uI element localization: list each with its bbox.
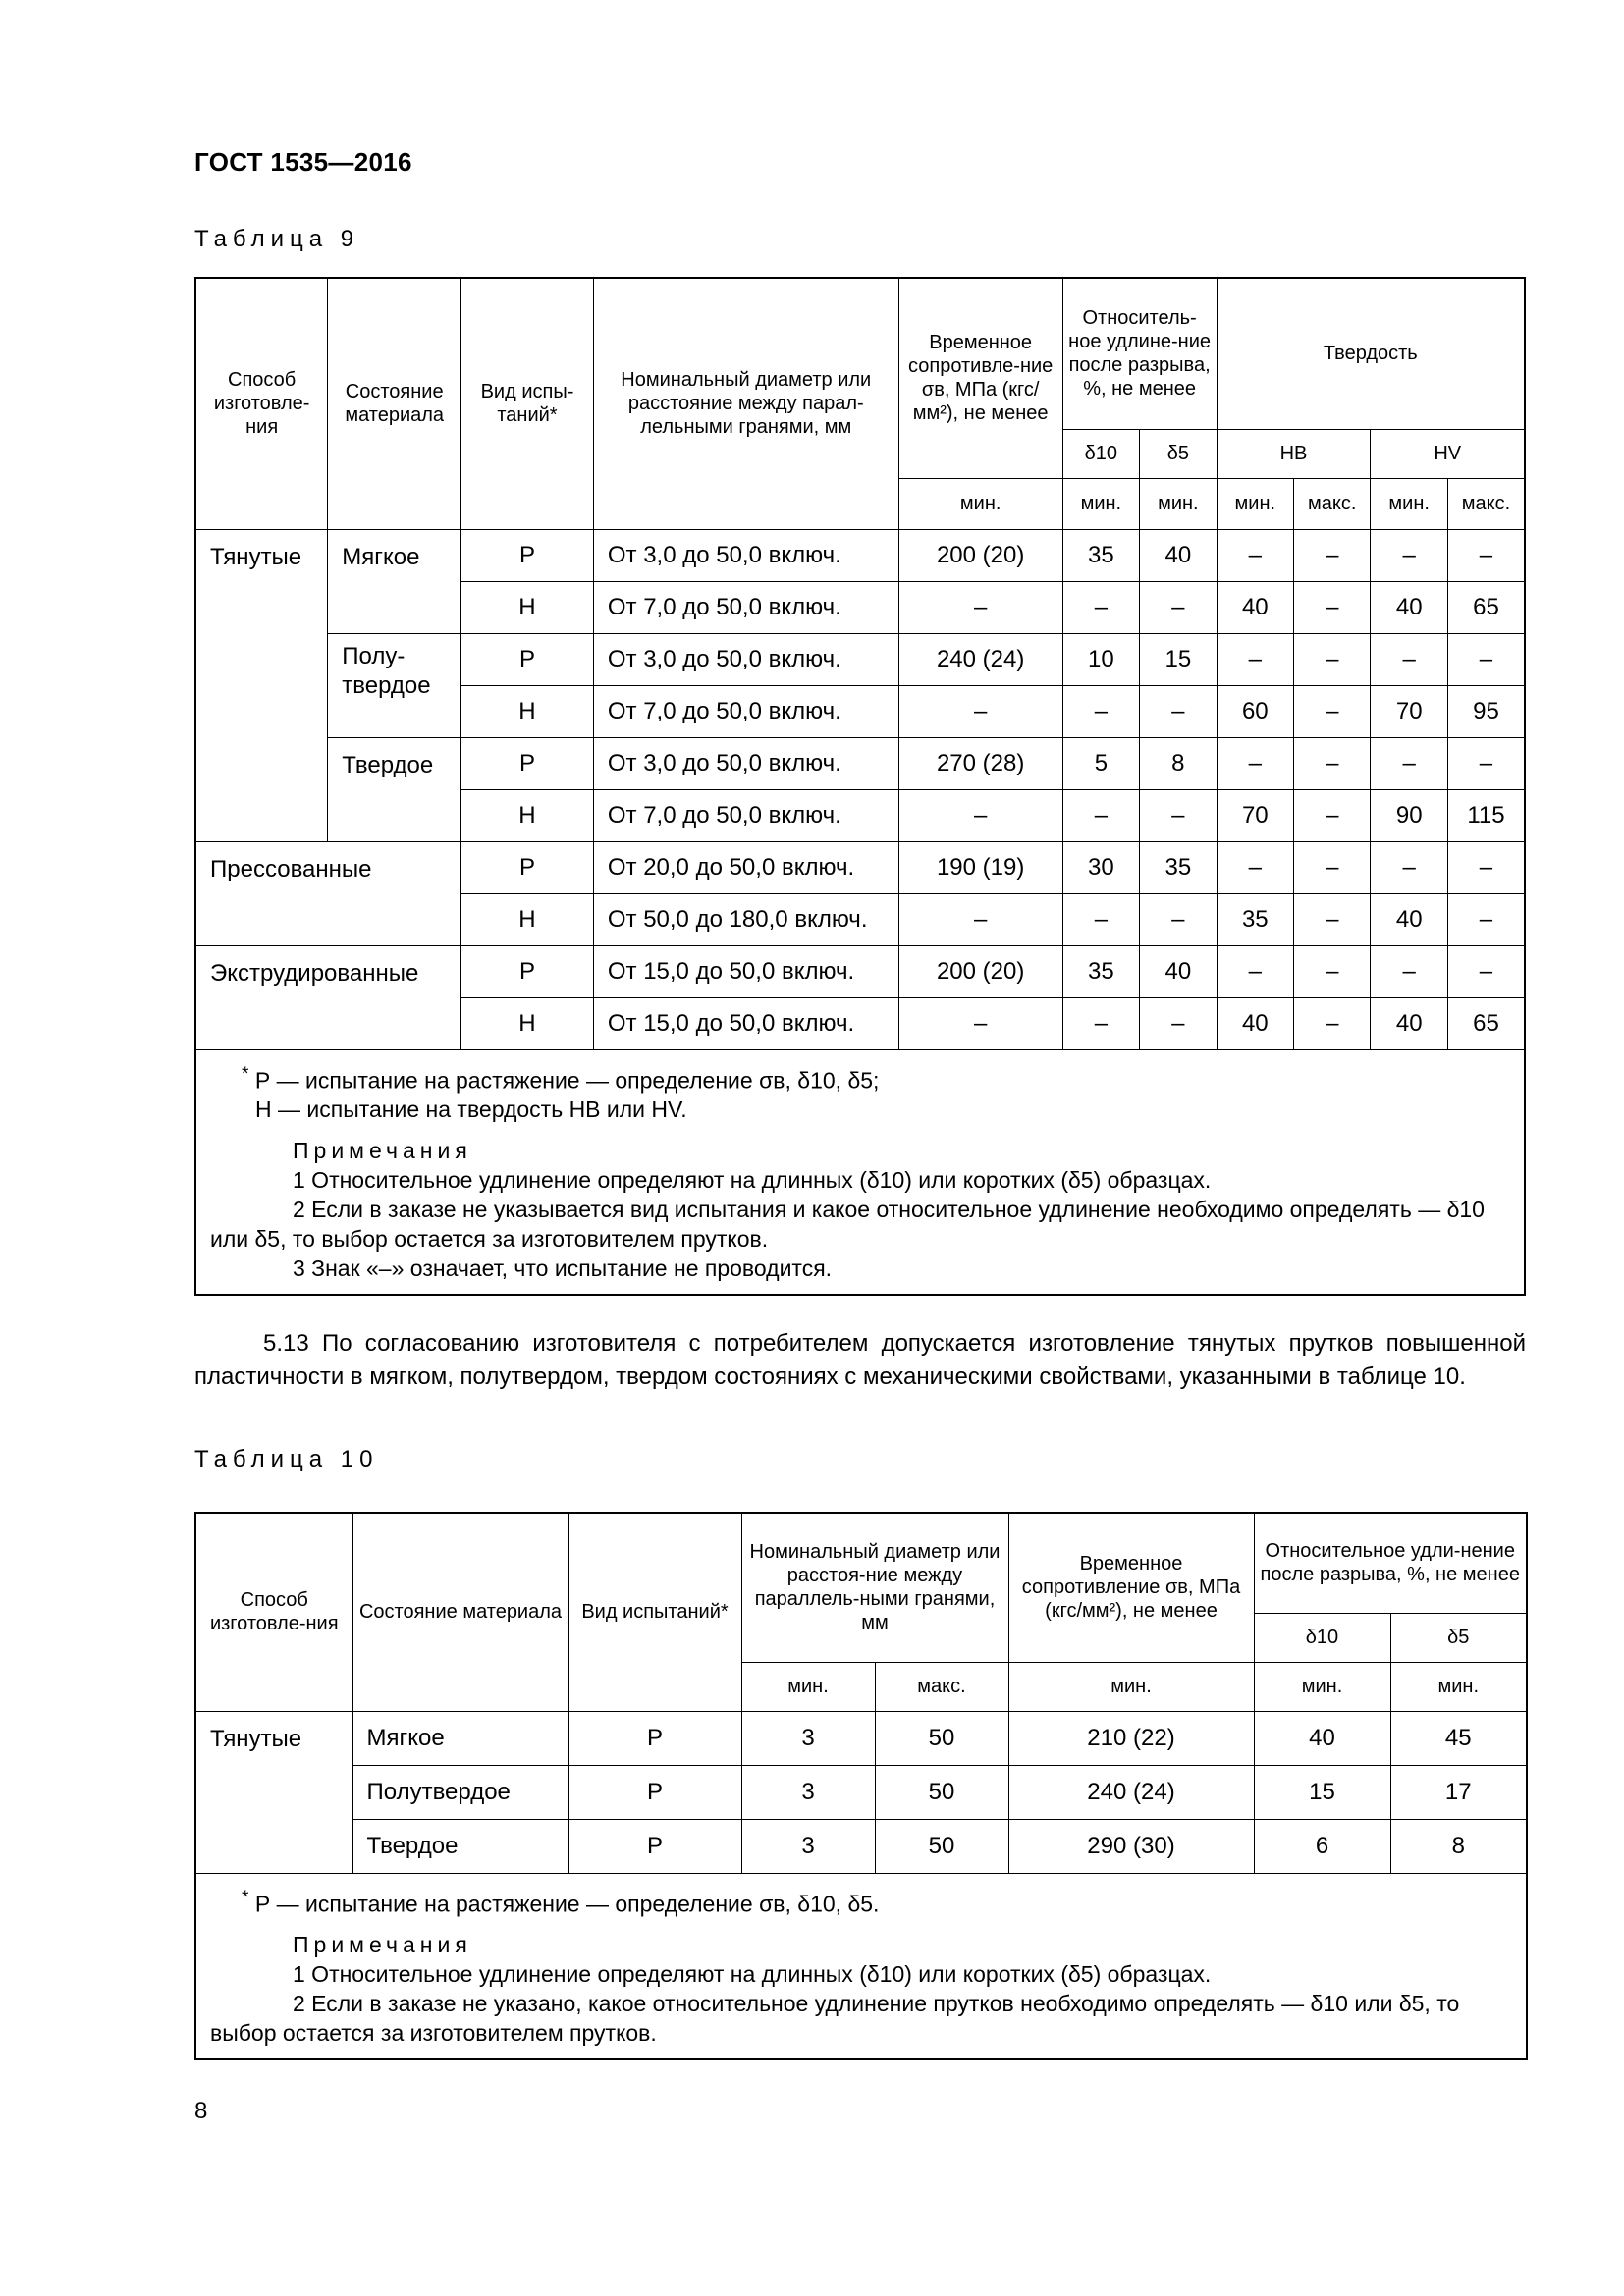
t9-cell: –: [1447, 841, 1525, 893]
t10-cell: Р: [568, 1819, 741, 1873]
t9-cell: –: [1371, 737, 1447, 789]
t10-row: [195, 1819, 1527, 1873]
t9-cell: От 15,0 до 50,0 включ.: [593, 945, 898, 997]
t9-cell: От 3,0 до 50,0 включ.: [593, 529, 898, 581]
t10-cell: 210 (22): [1008, 1711, 1254, 1765]
t9-cell: Н: [461, 789, 594, 841]
t10-cell: 50: [875, 1765, 1008, 1819]
t9-cell: Н: [461, 997, 594, 1049]
t10-head-state: Состояние материала: [352, 1513, 568, 1711]
t10-head-diameter: Номинальный диаметр или расстоя-ние между параллель-ными гранями, мм: [741, 1513, 1008, 1662]
t10-cell: Р: [568, 1711, 741, 1765]
t9-head-d10: δ10: [1062, 429, 1139, 478]
t9-state-half-hard: Полу-твердое: [328, 633, 461, 737]
t9-cell: –: [1140, 685, 1217, 737]
t9-cell: От 15,0 до 50,0 включ.: [593, 997, 898, 1049]
paragraph-5-13: [194, 1327, 1526, 1394]
t9-notes-title: Примечания: [293, 1138, 472, 1164]
t9-cell: 60: [1217, 685, 1293, 737]
table-9: [194, 277, 1526, 1296]
t9-method-drawn: Тянутые: [195, 529, 328, 841]
t10-cell: Мягкое: [352, 1711, 568, 1765]
t10-head-min: мин.: [1254, 1662, 1390, 1711]
t9-state-hard: Твердое: [328, 737, 461, 841]
t9-cell: Н: [461, 685, 594, 737]
t10-head-d10: δ10: [1254, 1613, 1390, 1662]
t9-cell: –: [898, 997, 1062, 1049]
t10-note-2: 2 Если в заказе не указано, какое относительное удлинение прутков необходимо определять — δ10 или δ5, то выбор остается за изготовителем прутков.: [210, 1991, 1460, 2047]
t9-cell: –: [898, 685, 1062, 737]
t9-head-method: Способ изготовле-ния: [195, 278, 328, 529]
t9-cell: Р: [461, 529, 594, 581]
t9-cell: 35: [1062, 529, 1139, 581]
t10-cell: 290 (30): [1008, 1819, 1254, 1873]
t10-head-max: макс.: [875, 1662, 1008, 1711]
t9-cell: 200 (20): [898, 529, 1062, 581]
t9-cell: От 7,0 до 50,0 включ.: [593, 685, 898, 737]
t9-cell: Н: [461, 581, 594, 633]
t9-cell: 65: [1447, 581, 1525, 633]
t9-head-max: макс.: [1294, 478, 1371, 529]
table-10-caption: Таблица 10: [194, 1446, 379, 1472]
t9-cell: –: [1294, 581, 1371, 633]
t9-head-hb: НВ: [1217, 429, 1371, 478]
t9-cell: –: [1140, 997, 1217, 1049]
t9-cell: –: [1294, 633, 1371, 685]
t9-cell: 95: [1447, 685, 1525, 737]
t9-head-d5: δ5: [1140, 429, 1217, 478]
t9-cell: От 7,0 до 50,0 включ.: [593, 789, 898, 841]
t9-head-min: мин.: [1140, 478, 1217, 529]
t9-head-state: Состояние материала: [328, 278, 461, 529]
t9-cell: –: [1140, 789, 1217, 841]
page-number: 8: [194, 2098, 208, 2124]
t9-cell: –: [1294, 945, 1371, 997]
t9-cell: 40: [1217, 997, 1293, 1049]
t9-cell: От 20,0 до 50,0 включ.: [593, 841, 898, 893]
table-9-caption: Таблица 9: [194, 226, 360, 252]
t9-cell: 240 (24): [898, 633, 1062, 685]
t9-cell: Р: [461, 633, 594, 685]
t9-head-test: Вид испы-таний*: [461, 278, 594, 529]
t9-head-diameter: Номинальный диаметр или расстояние между парал-лельными гранями, мм: [593, 278, 898, 529]
t9-cell: 40: [1140, 529, 1217, 581]
t9-head-strength: Временное сопротивле-ние σв, МПа (кгс/мм²), не менее: [898, 278, 1062, 478]
t10-cell: 17: [1390, 1765, 1527, 1819]
t9-cell: 5: [1062, 737, 1139, 789]
t9-cell: –: [1062, 581, 1139, 633]
t10-cell: Твердое: [352, 1819, 568, 1873]
t9-cell: –: [1062, 997, 1139, 1049]
t10-head-min: мин.: [1390, 1662, 1527, 1711]
t9-footnote-p: * Р — испытание на растяжение — определение σв, δ10, δ5;: [242, 1063, 880, 1094]
t9-cell: Р: [461, 737, 594, 789]
t9-cell: –: [1217, 841, 1293, 893]
t9-cell: –: [1062, 685, 1139, 737]
t9-note-1: 1 Относительное удлинение определяют на длинных (δ10) или коротких (δ5) образцах.: [293, 1167, 1212, 1194]
t9-cell: –: [1294, 529, 1371, 581]
t9-cell: 65: [1447, 997, 1525, 1049]
t10-cell: Р: [568, 1765, 741, 1819]
t10-cell: 240 (24): [1008, 1765, 1254, 1819]
t9-cell: –: [1294, 841, 1371, 893]
t10-cell: 8: [1390, 1819, 1527, 1873]
t9-cell: 35: [1217, 893, 1293, 945]
t10-head-elongation: Относительное удли-нение после разрыва, %, не менее: [1254, 1513, 1527, 1613]
t9-cell: –: [1294, 737, 1371, 789]
t9-cell: –: [1140, 581, 1217, 633]
t9-cell: 15: [1140, 633, 1217, 685]
t9-cell: –: [1294, 789, 1371, 841]
t9-cell: –: [1140, 893, 1217, 945]
t9-cell: 40: [1371, 893, 1447, 945]
t9-cell: Р: [461, 945, 594, 997]
t9-cell: 30: [1062, 841, 1139, 893]
t10-method-drawn: Тянутые: [195, 1711, 352, 1873]
t9-head-min: мин.: [1062, 478, 1139, 529]
t9-cell: –: [1217, 945, 1293, 997]
t9-cell: –: [1294, 893, 1371, 945]
t9-method-extruded: Экструдированные: [195, 945, 461, 1049]
t9-cell: 40: [1217, 581, 1293, 633]
t10-head-test: Вид испытаний*: [568, 1513, 741, 1711]
t9-cell: –: [1447, 893, 1525, 945]
t9-cell: –: [1447, 529, 1525, 581]
t9-cell: От 50,0 до 180,0 включ.: [593, 893, 898, 945]
t9-note-2: 2 Если в заказе не указывается вид испытания и какое относительное удлинение необходимо определять — δ10 или δ5, то выбор остается за изготовителем прутков.: [210, 1197, 1485, 1253]
t9-cell: 8: [1140, 737, 1217, 789]
t9-cell: –: [898, 893, 1062, 945]
t10-notes: [195, 1873, 1527, 2059]
t10-row: [195, 1711, 1527, 1765]
t9-cell: –: [1217, 529, 1293, 581]
t9-cell: –: [1371, 841, 1447, 893]
t9-cell: –: [1062, 789, 1139, 841]
t9-cell: 270 (28): [898, 737, 1062, 789]
t10-cell: 3: [741, 1765, 875, 1819]
t9-head-min: мин.: [898, 478, 1062, 529]
t9-head-hardness: Твердость: [1217, 278, 1525, 429]
t9-cell: –: [1294, 685, 1371, 737]
t9-cell: –: [1447, 737, 1525, 789]
t10-cell: 3: [741, 1711, 875, 1765]
t10-cell: 45: [1390, 1711, 1527, 1765]
t9-footnote-h: Н — испытание на твердость НВ или HV.: [255, 1096, 687, 1123]
t10-head-d5: δ5: [1390, 1613, 1527, 1662]
t10-cell: 6: [1254, 1819, 1390, 1873]
t9-cell: –: [1294, 997, 1371, 1049]
t9-cell: –: [898, 789, 1062, 841]
document-header: ГОСТ 1535—2016: [194, 147, 412, 177]
t9-cell: 190 (19): [898, 841, 1062, 893]
t9-head-elongation: Относитель-ное удлине-ние после разрыва, %, не менее: [1062, 278, 1217, 429]
t9-cell: –: [898, 581, 1062, 633]
t9-cell: 10: [1062, 633, 1139, 685]
t9-row: [195, 945, 1525, 997]
t9-cell: –: [1447, 945, 1525, 997]
t10-cell: 40: [1254, 1711, 1390, 1765]
t9-cell: –: [1447, 633, 1525, 685]
t9-note-3: 3 Знак «–» означает, что испытание не проводится.: [293, 1255, 833, 1282]
t9-cell: Н: [461, 893, 594, 945]
t9-cell: 40: [1140, 945, 1217, 997]
t9-cell: От 7,0 до 50,0 включ.: [593, 581, 898, 633]
t10-note-1: 1 Относительное удлинение определяют на длинных (δ10) или коротких (δ5) образцах.: [293, 1961, 1212, 1988]
t9-row: [195, 841, 1525, 893]
table-10: [194, 1512, 1528, 2060]
t9-cell: –: [1371, 529, 1447, 581]
t10-footnote-p: * Р — испытание на растяжение — определение σв, δ10, δ5.: [242, 1887, 880, 1917]
t10-cell: Полутвердое: [352, 1765, 568, 1819]
t9-cell: –: [1062, 893, 1139, 945]
t9-head-min: мин.: [1217, 478, 1293, 529]
t9-row: [195, 737, 1525, 789]
t10-head-min: мин.: [1008, 1662, 1254, 1711]
t10-head-min: мин.: [741, 1662, 875, 1711]
t9-row: [195, 633, 1525, 685]
t10-notes-title: Примечания: [293, 1932, 472, 1958]
paragraph-5-13-text: 5.13 По согласованию изготовителя с потребителем допускается изготовление тянутых прутков повышенной пластичности в мягком, полутвердом, твердом состояниях с механическими свойствами, указанными в таблице 10.: [194, 1330, 1526, 1390]
t9-cell: 115: [1447, 789, 1525, 841]
t9-cell: Р: [461, 841, 594, 893]
t9-cell: 70: [1217, 789, 1293, 841]
t10-head-method: Способ изготовле-ния: [195, 1513, 352, 1711]
t9-cell: –: [1371, 945, 1447, 997]
t9-state-soft: Мягкое: [328, 529, 461, 633]
t9-cell: –: [1217, 737, 1293, 789]
t9-cell: 70: [1371, 685, 1447, 737]
t9-row: [195, 529, 1525, 581]
t9-method-pressed: Прессованные: [195, 841, 461, 945]
t9-head-min: мин.: [1371, 478, 1447, 529]
t9-cell: 200 (20): [898, 945, 1062, 997]
t9-head-max: макс.: [1447, 478, 1525, 529]
t10-cell: 3: [741, 1819, 875, 1873]
t9-cell: От 3,0 до 50,0 включ.: [593, 633, 898, 685]
t9-cell: 40: [1371, 581, 1447, 633]
t10-cell: 50: [875, 1711, 1008, 1765]
t10-row: [195, 1765, 1527, 1819]
t9-cell: 40: [1371, 997, 1447, 1049]
t9-notes: [195, 1049, 1525, 1295]
t9-cell: 90: [1371, 789, 1447, 841]
t10-cell: 15: [1254, 1765, 1390, 1819]
t9-cell: От 3,0 до 50,0 включ.: [593, 737, 898, 789]
t9-head-hv: HV: [1371, 429, 1525, 478]
t9-cell: 35: [1062, 945, 1139, 997]
t10-cell: 50: [875, 1819, 1008, 1873]
t9-cell: –: [1217, 633, 1293, 685]
t10-head-strength: Временное сопротивление σв, МПа (кгс/мм²), не менее: [1008, 1513, 1254, 1662]
t9-cell: –: [1371, 633, 1447, 685]
t9-cell: 35: [1140, 841, 1217, 893]
